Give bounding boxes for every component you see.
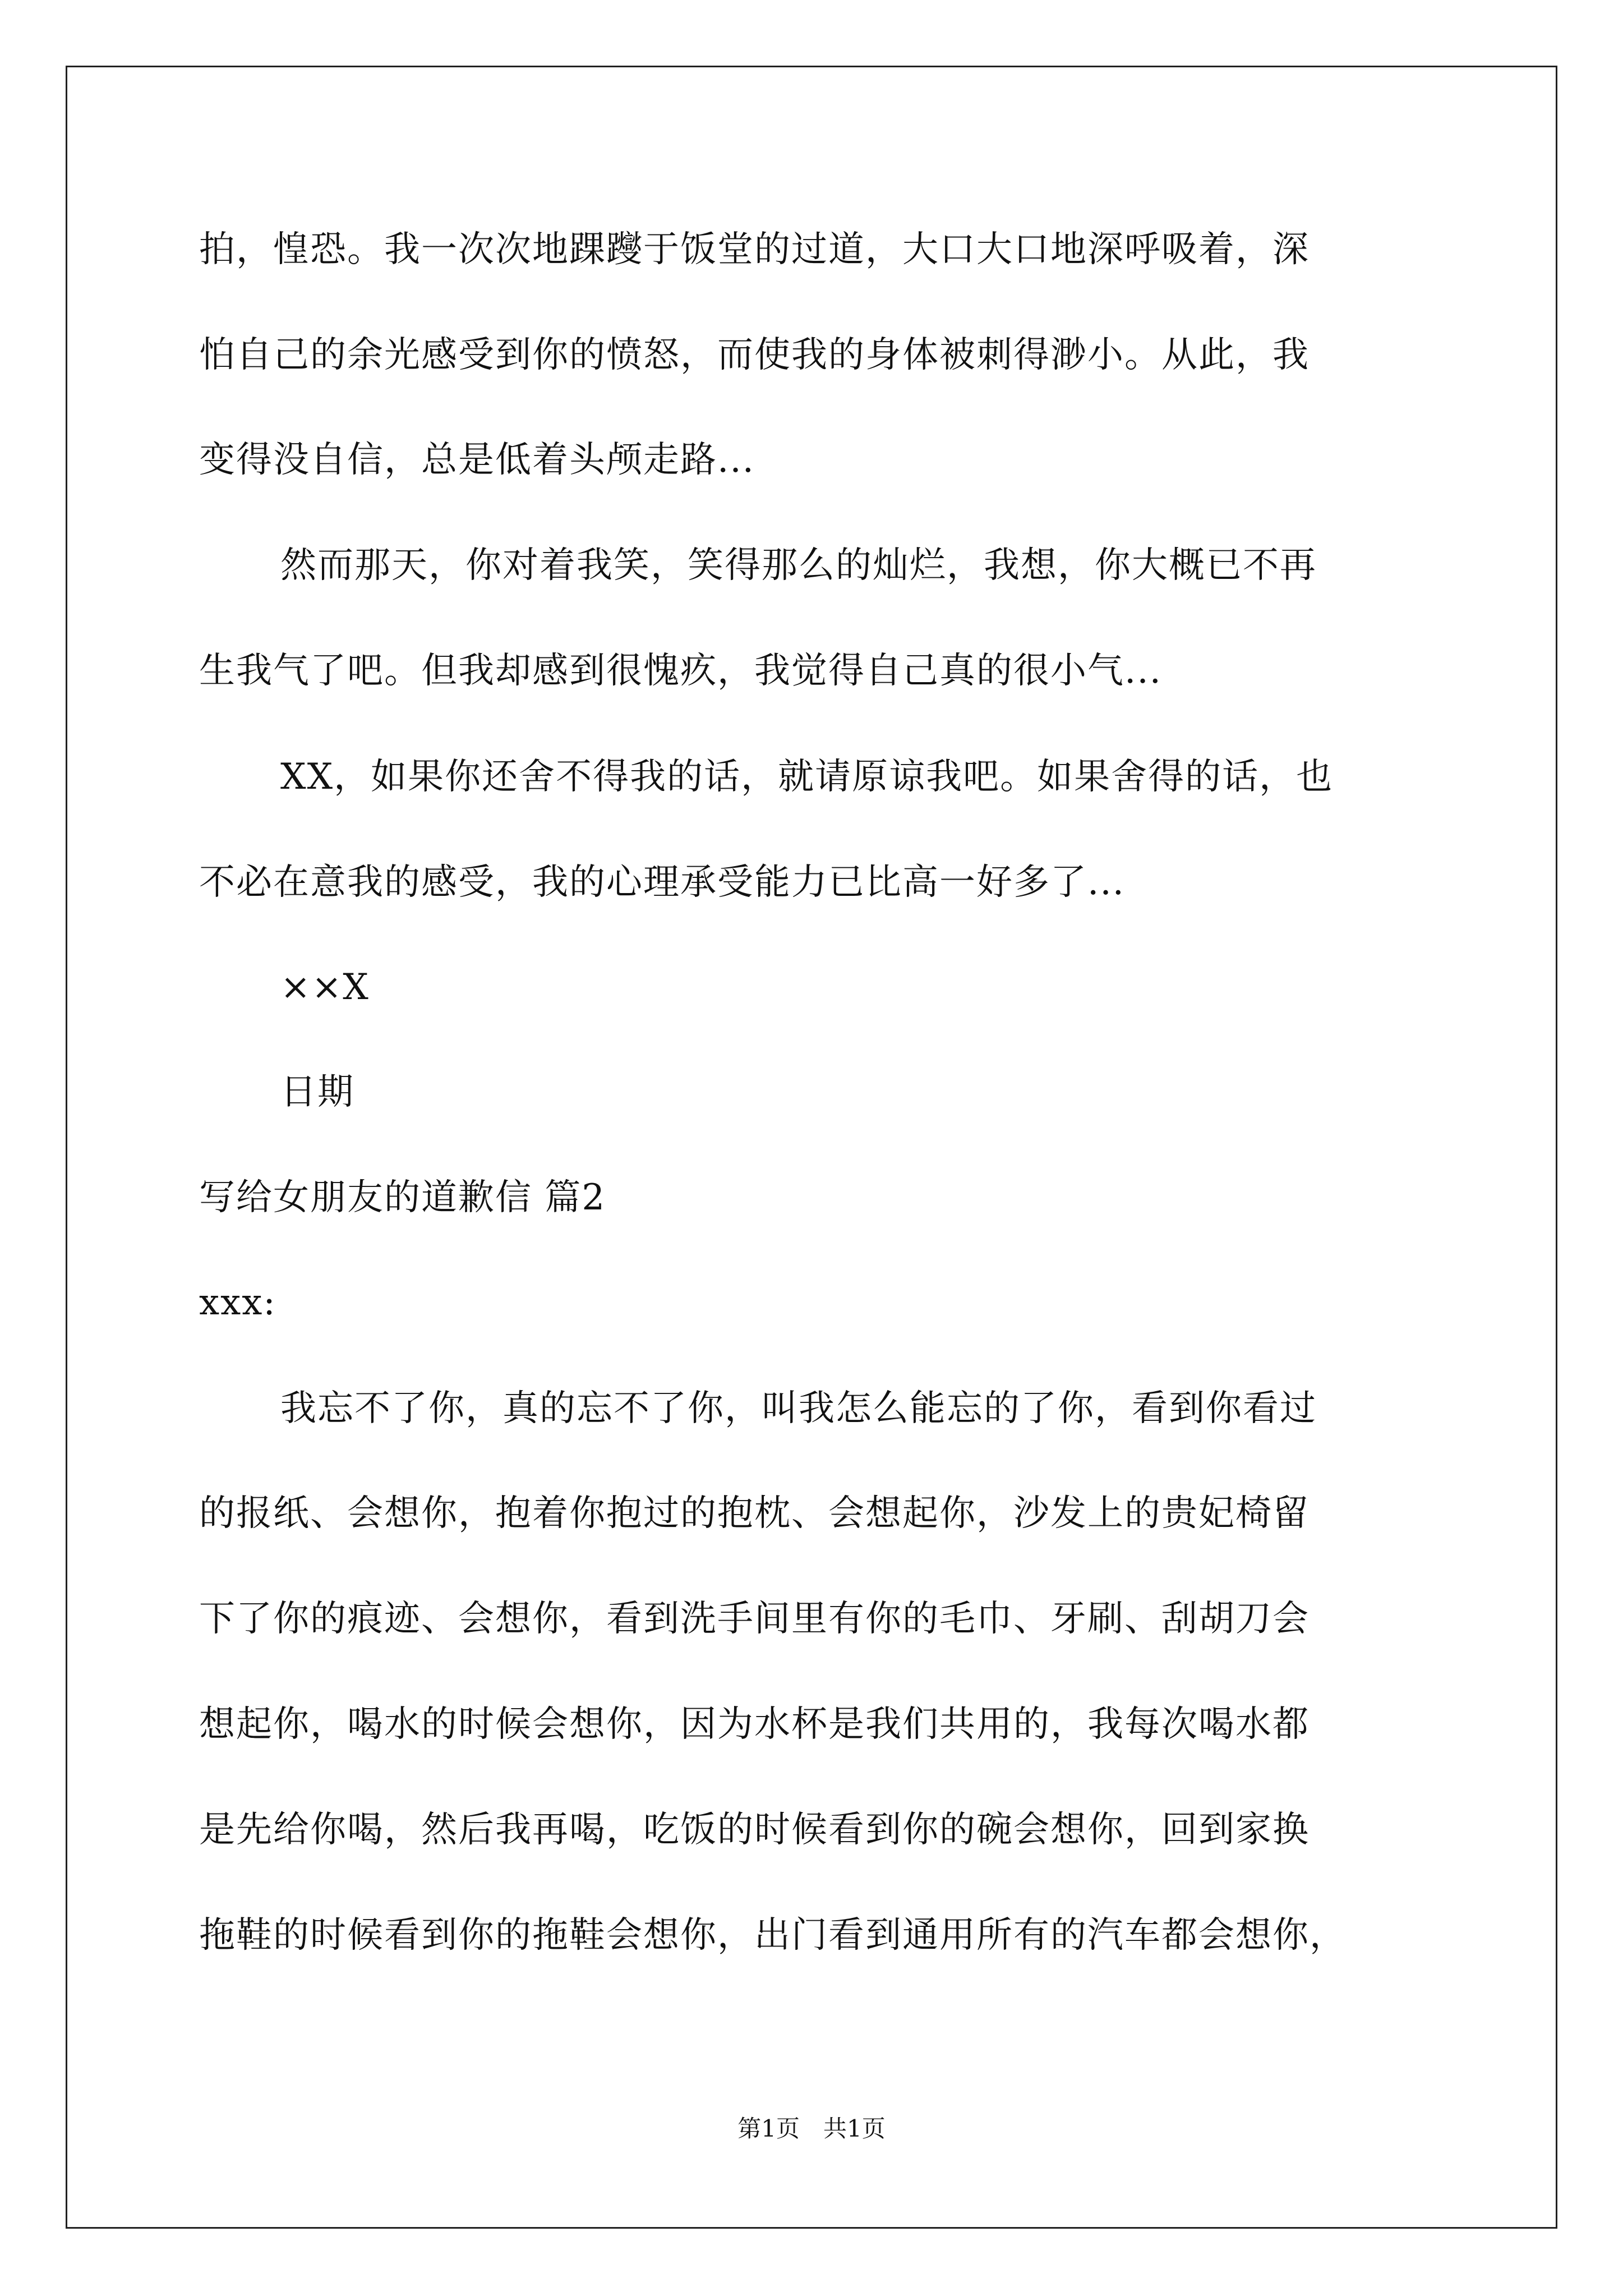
- paragraph-2-line-1: 然而那天，你对着我笑，笑得那么的灿烂，我想，你大概已不再: [280, 545, 1317, 586]
- date: 日期: [280, 1071, 354, 1113]
- paragraph-3-line-2: 不必在意我的感受，我的心理承受能力已比高一好多了...: [199, 862, 1126, 903]
- page-border: [66, 66, 1557, 2229]
- section-title: 写给女朋友的道歉信 篇2: [199, 1177, 606, 1218]
- salutation: xxx:: [199, 1282, 276, 1323]
- paragraph-4-line-6: 拖鞋的时候看到你的拖鞋会想你，出门看到通用所有的汽车都会想你，: [199, 1915, 1347, 1956]
- signature: ××X: [280, 967, 370, 1008]
- paragraph-4-line-4: 想起你，喝水的时候会想你，因为水杯是我们共用的，我每次喝水都: [199, 1704, 1310, 1745]
- paragraph-4-line-2: 的报纸、会想你，抱着你抱过的抱枕、会想起你，沙发上的贵妃椅留: [199, 1493, 1310, 1534]
- paragraph-1-line-1: 拍，惶恐。我一次次地踝躞于饭堂的过道，大口大口地深呼吸着，深: [199, 229, 1310, 270]
- paragraph-4-line-1: 我忘不了你，真的忘不了你，叫我怎么能忘的了你，看到你看过: [280, 1388, 1317, 1429]
- page-footer: 第1页 共1页: [737, 2115, 886, 2142]
- paragraph-1-line-2: 怕自己的余光感受到你的愤怒，而使我的身体被刺得渺小。从此，我: [199, 334, 1310, 376]
- paragraph-4-line-5: 是先给你喝，然后我再喝，吃饭的时候看到你的碗会想你，回到家换: [199, 1809, 1310, 1851]
- paragraph-1-line-3: 变得没自信，总是低着头颅走路...: [199, 439, 755, 481]
- paragraph-4-line-3: 下了你的痕迹、会想你，看到洗手间里有你的毛巾、牙刷、刮胡刀会: [199, 1598, 1310, 1640]
- paragraph-2-line-2: 生我气了吧。但我却感到很愧疚，我觉得自己真的很小气...: [199, 650, 1163, 692]
- paragraph-3-line-1: XX，如果你还舍不得我的话，就请原谅我吧。如果舍得的话，也: [280, 756, 1334, 798]
